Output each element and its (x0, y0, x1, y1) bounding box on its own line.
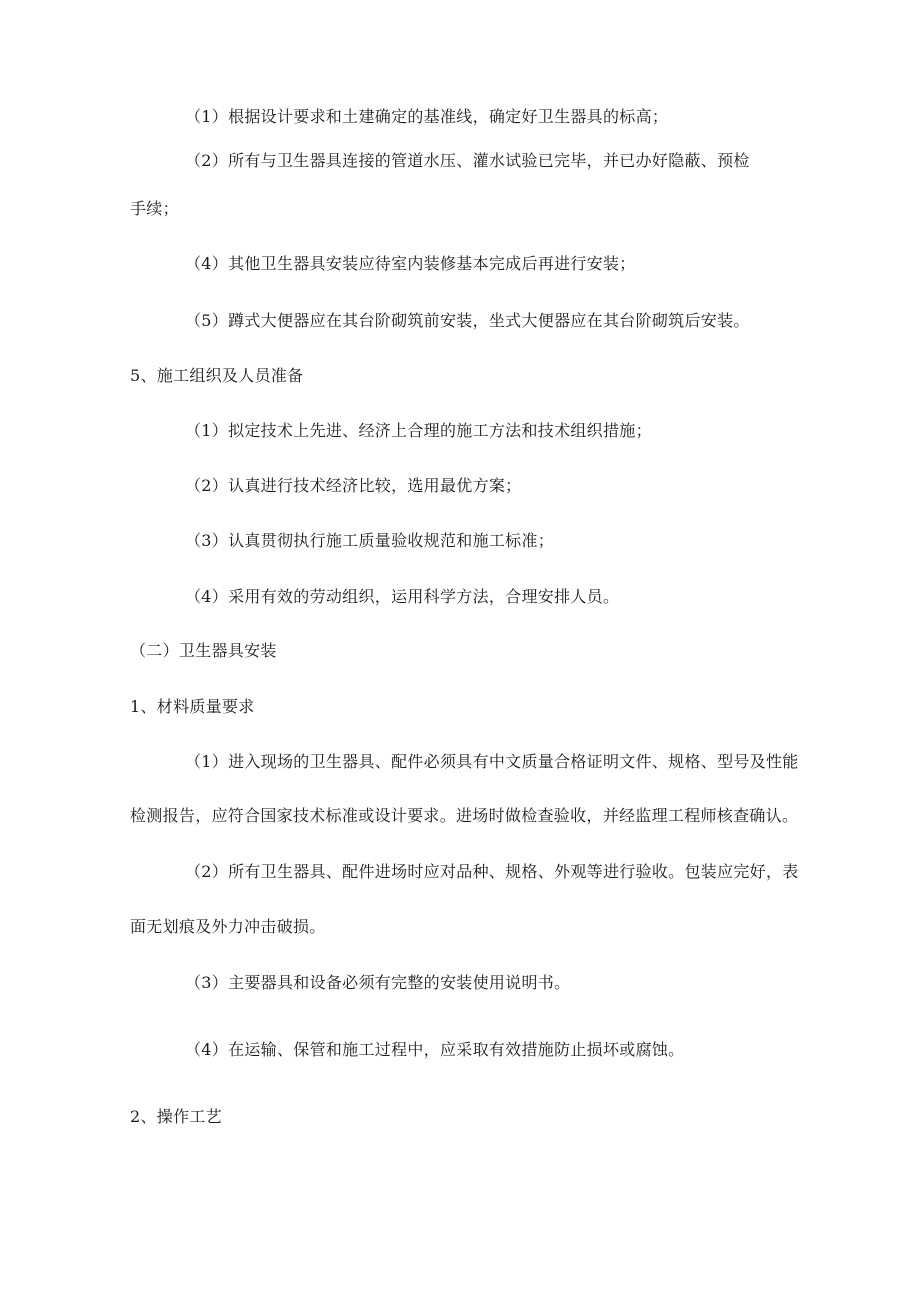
item-4-install-timing: （4）其他卫生器具安装应待室内装修基本完成后再进行安装； (185, 254, 636, 273)
section-1-heading: 1、材料质量要求 (130, 697, 255, 716)
item-3-manual: （3）主要器具和设备必须有完整的安装使用说明书。 (185, 973, 571, 992)
item-2-continuation: 手续； (130, 199, 179, 218)
section-2-heading: 2、操作工艺 (130, 1107, 222, 1126)
item-1-methods: （1）拟定技术上先进、经济上合理的施工方法和技术组织措施； (185, 421, 652, 440)
item-2-inspection: （2）所有卫生器具、配件进场时应对品种、规格、外观等进行验收。包装应完好，表 (185, 862, 799, 881)
item-4-labor: （4）采用有效的劳动组织，运用科学方法，合理安排人员。 (185, 587, 620, 606)
item-1-continuation: 检测报告，应符合国家技术标准或设计要求。进场时做检查验收，并经监理工程师核查确认。 (130, 806, 799, 825)
section-5-heading: 5、施工组织及人员准备 (130, 366, 304, 385)
chapter-heading-sanitary: （二）卫生器具安装 (130, 641, 277, 660)
item-4-protection: （4）在运输、保管和施工过程中，应采取有效措施防止损坏或腐蚀。 (185, 1040, 685, 1059)
item-2-pressure-test: （2）所有与卫生器具连接的管道水压、灌水试验已完毕，并已办好隐蔽、预检 (185, 151, 750, 170)
item-3-standards: （3）认真贯彻执行施工质量验收规范和施工标准； (185, 531, 555, 550)
item-5-toilet-install: （5）蹲式大便器应在其台阶砌筑前安装，坐式大便器应在其台阶砌筑后安装。 (185, 311, 750, 330)
item-1-certification: （1）进入现场的卫生器具、配件必须具有中文质量合格证明文件、规格、型号及性能 (185, 752, 799, 771)
item-1-benchmark: （1）根据设计要求和土建确定的基准线，确定好卫生器具的标高； (185, 107, 669, 126)
item-2-comparison: （2）认真进行技术经济比较，选用最优方案； (185, 476, 522, 495)
item-2-inspection-continued: 面无划痕及外力冲击破损。 (130, 917, 326, 936)
